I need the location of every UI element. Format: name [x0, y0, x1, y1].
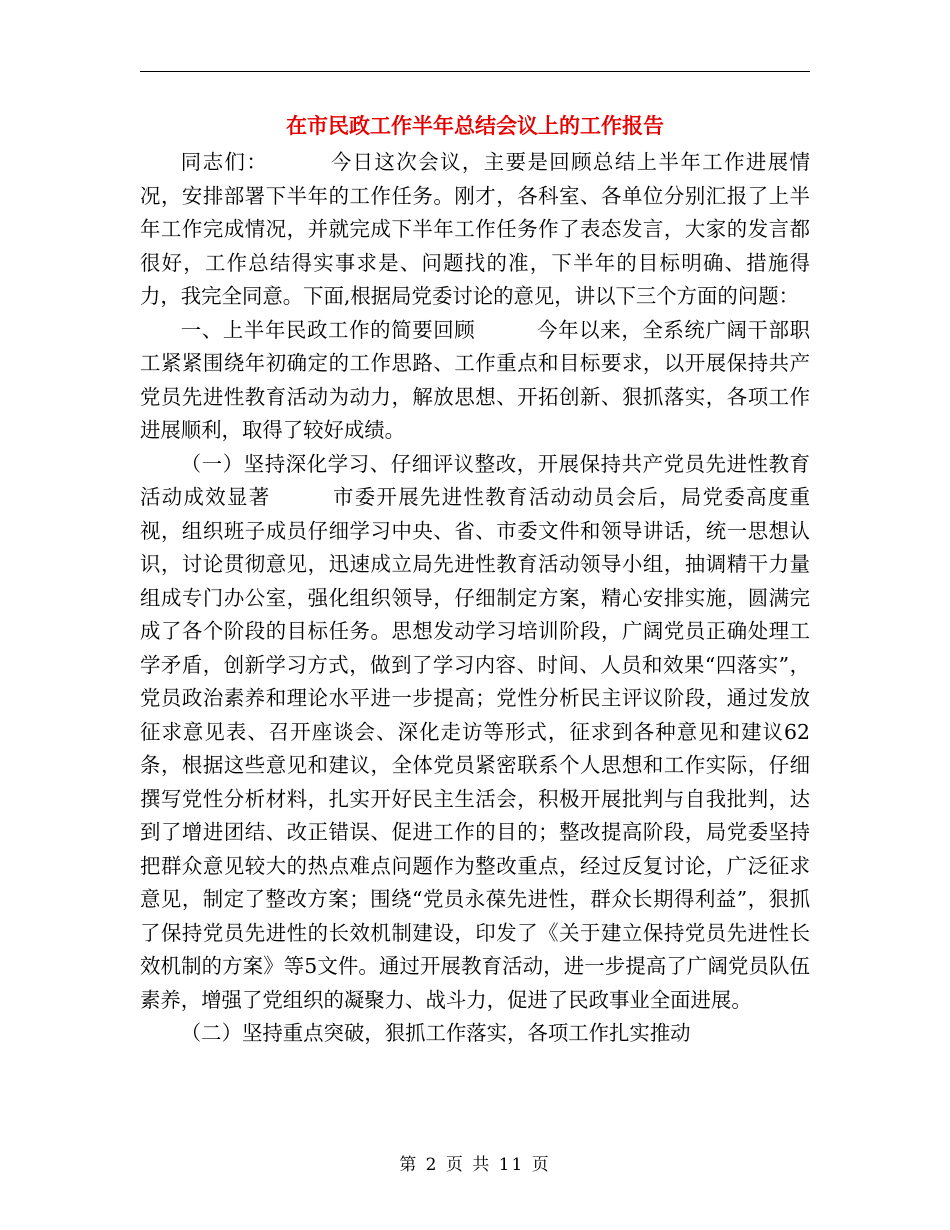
page-number: 第 2 页 共 11 页 — [399, 1155, 551, 1175]
paragraph-subsection-2 — [140, 1017, 810, 1051]
subsection-heading: （一）坚持深化学习、仔细评议整改，开展保持共产党员先进性教育活动成效显著 — [140, 451, 810, 509]
section-heading: 一、上半年民政工作的简要回顾 — [180, 317, 476, 342]
paragraph-text: 今日这次会议，主要是回顾总结上半年工作进展情况，安排部署下半年的工作任务。刚才，各科室、各单位分别汇报了上半年工作完成情况，并就完成下半年工作任务作了表态发言，大家的发言都很好，工作总结得实事求是、问题找的准，下半年的目标明确、措施得力，我完全同意。下面,根据局党委讨论的意见，讲以下三个方面的问题： — [140, 150, 811, 308]
page-footer — [140, 1153, 810, 1177]
header-rule — [140, 71, 810, 72]
document-body — [140, 146, 810, 1051]
paragraph-greeting — [140, 146, 810, 314]
subsection-heading: （二）坚持重点突破，狠抓工作落实，各项工作扎实推动 — [180, 1021, 691, 1045]
paragraph-section-1 — [140, 314, 810, 448]
paragraph-subsection-1 — [140, 448, 810, 1018]
document-title: 在市民政工作半年总结会议上的工作报告 — [286, 114, 664, 138]
paragraph-text: 市委开展先进性教育活动动员会后，局党委高度重视，组织班子成员仔细学习中央、省、市委文件和领导讲话，统一思想认识，讨论贯彻意见，迅速成立局先进性教育活动领导小组，抽调精干力量组成专门办公室，强化组织领导，仔细制定方案，精心安排实施，圆满完成了各个阶段的目标任务。思想发动学习培训阶段，广阔党员正确处理工学矛盾，创新学习方式，做到了学习内容、时间、人员和效果“四落实”，党员政治素养和理论水平进一步提高；党性分析民主评议阶段，通过发放征求意见表、召开座谈会、深化走访等形式，征求到各种意见和建议62条，根据这些意见和建议，全体党员紧密联系个人思想和工作实际，仔细撰写党性分析材料，扎实开好民主生活会，积极开展批判与自我批判，达到了增进团结、改正错误、促进工作的目的；整改提高阶段，局党委坚持把群众意见较大的热点难点问题作为整改重点，经过反复讨论，广泛征求意见，制定了整改方案；围绕“党员永葆先进性，群众长期得利益”，狠抓了保持党员先进性的长效机制建设，印发了《关于建立保持党员先进性长效机制的方案》等5文件。通过开展教育活动，进一步提高了广阔党员队伍素养，增强了党组织的凝聚力、战斗力，促进了民政事业全面进展。 — [140, 485, 811, 1012]
paragraph-lead: 同志们： — [180, 150, 269, 174]
paragraph-text: 今年以来，全系统广阔干部职工紧紧围绕年初确定的工作思路、工作重点和目标要求，以开展保持共产党员先进性教育活动为动力，解放思想、开拓创新、狠抓落实，各项工作进展顺利，取得了较好成绩。 — [140, 317, 811, 442]
